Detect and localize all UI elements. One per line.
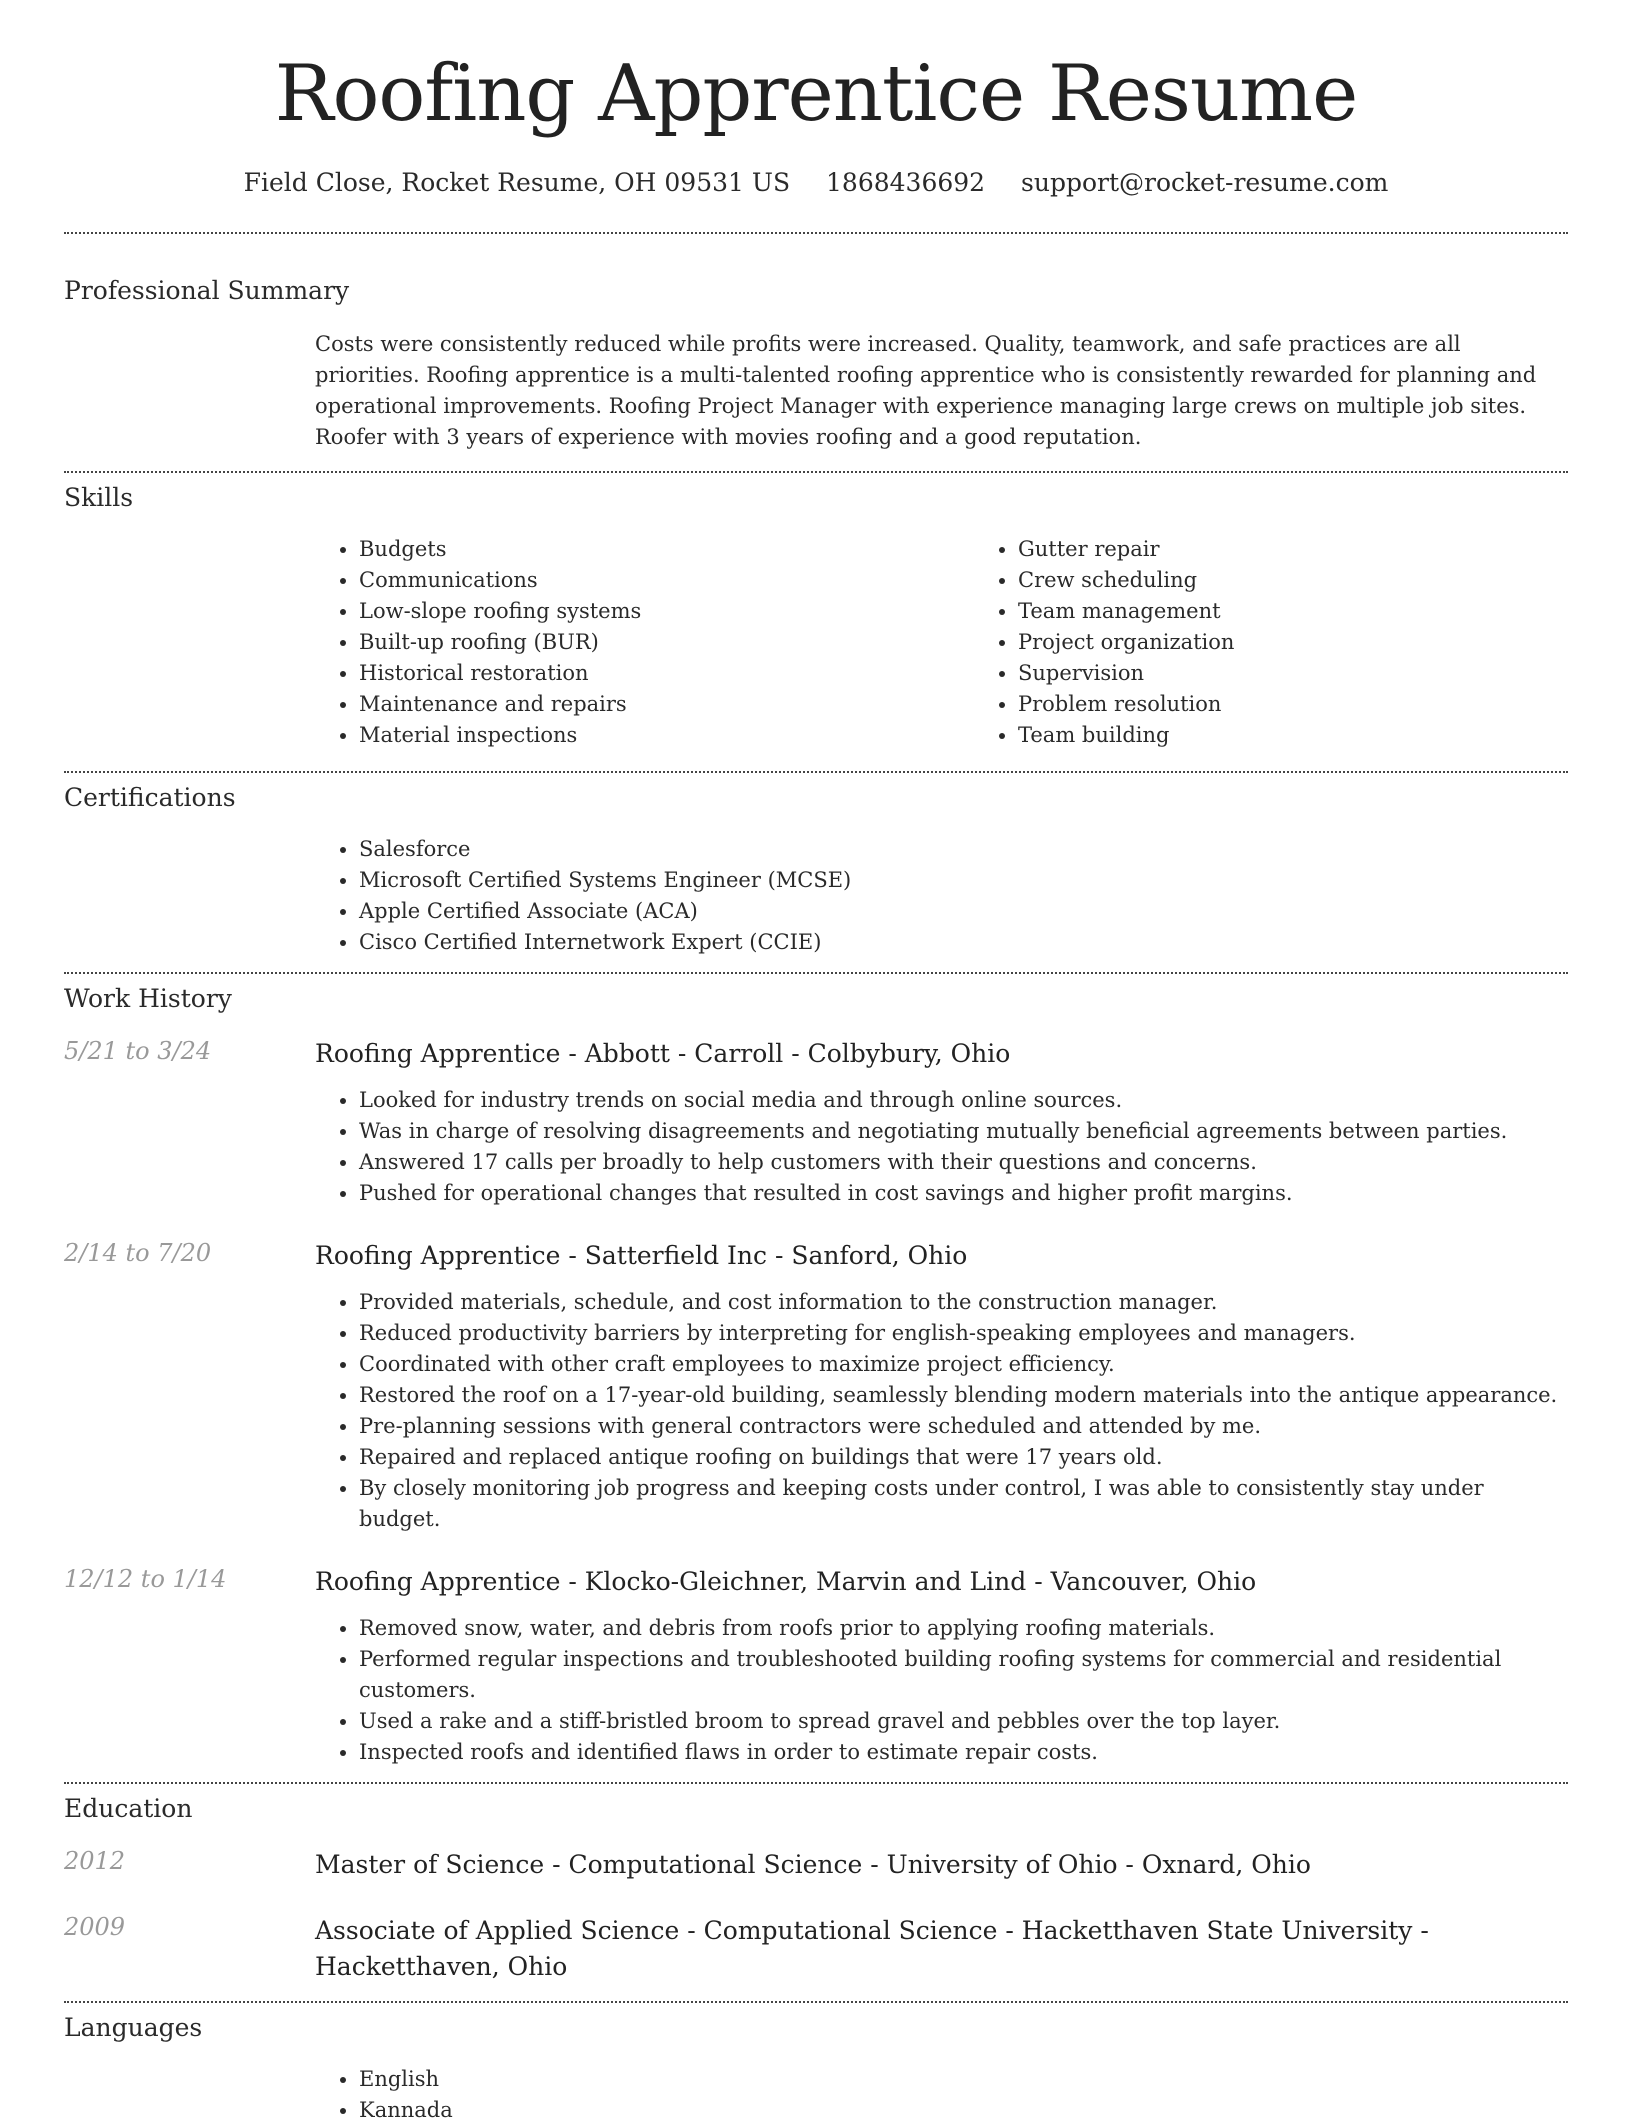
education-section	[64, 1794, 1568, 1985]
list-item: • Maintenance and repairs	[359, 689, 974, 720]
section-divider	[64, 232, 1568, 234]
list-item: • Team building	[1018, 720, 1632, 751]
list-item: • Answered 17 calls per broadly to help customers with their questions and concerns.	[359, 1147, 1568, 1178]
list-item: • Used a rake and a stiff-bristled broom to spread gravel and pebbles over the top layer.	[359, 1706, 1568, 1737]
education-year: 2009	[64, 1912, 126, 1941]
list-item: • Material inspections	[359, 720, 974, 751]
education-entry	[64, 1913, 1568, 1985]
list-item: • Crew scheduling	[1018, 565, 1632, 596]
list-item: • Salesforce	[359, 834, 1568, 865]
certifications-heading: Certifications	[64, 782, 236, 812]
list-item: • Supervision	[1018, 658, 1632, 689]
languages-heading: Languages	[64, 2012, 203, 2042]
list-item: • Looked for industry trends on social media and through online sources.	[359, 1085, 1568, 1116]
list-item: • Historical restoration	[359, 658, 974, 689]
list-item: • Repaired and replaced antique roofing on buildings that were 17 years old.	[359, 1442, 1568, 1473]
contact-line	[64, 168, 1568, 197]
list-item: • Removed snow, water, and debris from roofs prior to applying roofing materials.	[359, 1613, 1568, 1644]
list-item: • Project organization	[1018, 627, 1632, 658]
resume-title: Roofing Apprentice Resume	[274, 49, 1358, 139]
job-entry	[64, 1037, 1568, 1209]
skills-list-right	[974, 534, 1632, 751]
list-item: • English	[359, 2064, 1568, 2095]
job-bullets	[315, 1613, 1568, 1768]
list-item: • Pushed for operational changes that resulted in cost savings and higher profit margins.	[359, 1178, 1568, 1209]
job-dates: 2/14 to 7/20	[64, 1238, 212, 1267]
education-entry	[64, 1847, 1568, 1883]
certifications-list	[315, 834, 1568, 958]
list-item: • Budgets	[359, 534, 974, 565]
list-item: • Was in charge of resolving disagreements and negotiating mutually beneficial agreements between parties.	[359, 1116, 1568, 1147]
summary-heading: Professional Summary	[64, 275, 350, 305]
list-item: • Coordinated with other craft employees to maximize project efficiency.	[359, 1349, 1568, 1380]
list-item: • Kannada	[359, 2095, 1568, 2126]
education-year: 2012	[64, 1846, 126, 1875]
work-history-section	[64, 984, 1568, 1768]
job-dates: 5/21 to 3/24	[64, 1036, 212, 1065]
languages-section	[64, 2013, 1568, 2126]
section-divider	[64, 471, 1568, 473]
languages-list	[315, 2064, 1568, 2126]
list-item: • Communications	[359, 565, 974, 596]
skills-section	[64, 483, 1568, 751]
list-item: • Cisco Certified Internetwork Expert (CCIE)	[359, 927, 1568, 958]
job-title: Roofing Apprentice - Abbott - Carroll - Colbybury, Ohio	[315, 1038, 1011, 1068]
list-item: • Microsoft Certified Systems Engineer (MCSE)	[359, 865, 1568, 896]
list-item: • Restored the roof on a 17-year-old building, seamlessly blending modern materials into the antique appearance.	[359, 1380, 1568, 1411]
list-item: • Inspected roofs and identified flaws in order to estimate repair costs.	[359, 1737, 1568, 1768]
list-item: • Pre-planning sessions with general contractors were scheduled and attended by me.	[359, 1411, 1568, 1442]
list-item: • By closely monitoring job progress and keeping costs under control, I was able to consistently stay under budget.	[359, 1473, 1568, 1535]
contact-phone: 1868436692	[826, 167, 986, 197]
education-degree: Associate of Applied Science - Computational Science - Hacketthaven State University - Hacketthaven, Ohio	[315, 1915, 1429, 1981]
list-item: • Reduced productivity barriers by interpreting for english-speaking employees and managers.	[359, 1318, 1568, 1349]
list-item: • Built-up roofing (BUR)	[359, 627, 974, 658]
job-bullets	[315, 1287, 1568, 1535]
job-entry	[64, 1239, 1568, 1535]
list-item: • Provided materials, schedule, and cost information to the construction manager.	[359, 1287, 1568, 1318]
list-item: • Team management	[1018, 596, 1632, 627]
contact-email: support@rocket-resume.com	[1021, 167, 1389, 197]
section-divider	[64, 2001, 1568, 2003]
section-divider	[64, 972, 1568, 974]
skills-list-left	[315, 534, 974, 751]
job-entry	[64, 1565, 1568, 1768]
education-degree: Master of Science - Computational Science - University of Ohio - Oxnard, Ohio	[315, 1849, 1311, 1879]
summary-section	[64, 276, 1568, 453]
summary-text: Costs were consistently reduced while profits were increased. Quality, teamwork, and safe practices are all priorities. Roofing apprentice is a multi-talented roofing apprentice who is consistently rewarded for planning and operational improvements. Roofing Project Manager with experience managing large crews on multiple job sites. Roofer with 3 years of experience with movies roofing and a good reputation.	[315, 331, 1537, 449]
skills-heading: Skills	[64, 482, 134, 512]
job-title: Roofing Apprentice - Satterfield Inc - Sanford, Ohio	[315, 1240, 968, 1270]
list-item: • Problem resolution	[1018, 689, 1632, 720]
contact-address: Field Close, Rocket Resume, OH 09531 US	[243, 167, 791, 197]
list-item: • Apple Certified Associate (ACA)	[359, 896, 1568, 927]
section-divider	[64, 1782, 1568, 1784]
certifications-section	[64, 783, 1568, 958]
job-bullets	[315, 1085, 1568, 1209]
list-item: • Gutter repair	[1018, 534, 1632, 565]
job-dates: 12/12 to 1/14	[64, 1564, 227, 1593]
job-title: Roofing Apprentice - Klocko-Gleichner, Marvin and Lind - Vancouver, Ohio	[315, 1566, 1257, 1596]
list-item: • Low-slope roofing systems	[359, 596, 974, 627]
work-history-heading: Work History	[64, 983, 232, 1013]
education-heading: Education	[64, 1793, 193, 1823]
section-divider	[64, 771, 1568, 773]
list-item: • Performed regular inspections and troubleshooted building roofing systems for commercial and residential customers.	[359, 1644, 1568, 1706]
